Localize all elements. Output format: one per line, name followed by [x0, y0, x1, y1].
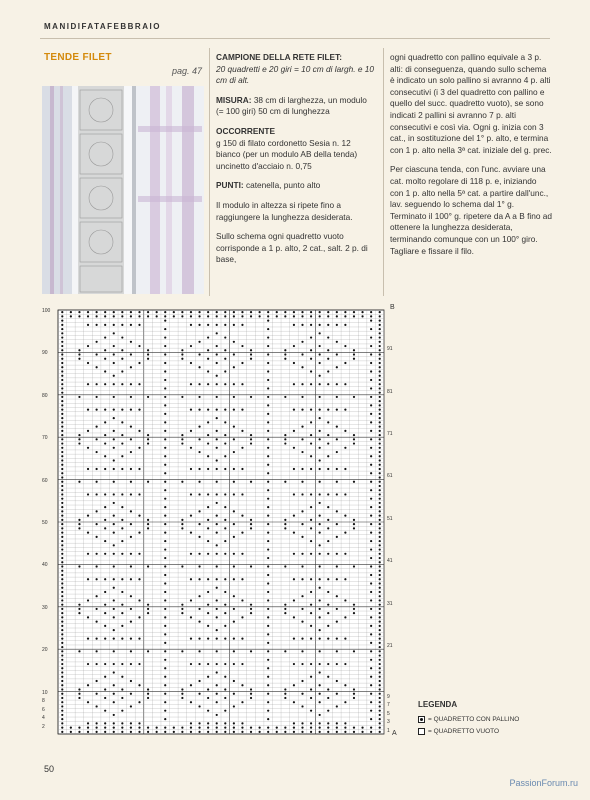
row-label-right: 7 — [387, 702, 390, 709]
row-label-left: 70 — [42, 435, 48, 442]
legend-filled-label: = QUADRETTO CON PALLINO — [428, 716, 520, 723]
row-label-right: 5 — [387, 710, 390, 717]
row-label-right: 61 — [387, 473, 393, 480]
page-number: 50 — [44, 764, 55, 774]
marker-b: B — [390, 304, 395, 311]
magazine-header — [44, 22, 161, 31]
occorrente-text: g 150 di filato cordonetto Sesia n. 12 bianco (per un modulo AB della tenda) uncinetto d'acciaio n. 0,75 — [216, 137, 358, 171]
row-label-left: 50 — [42, 520, 48, 526]
row-label-right: 3 — [387, 719, 390, 726]
row-label-right: 71 — [387, 430, 393, 437]
instructions-column-2 — [390, 52, 552, 265]
legend-item-empty — [418, 728, 499, 735]
header-divider — [40, 38, 550, 39]
campione-text: 20 quadretti e 20 giri = 10 cm di largh. e 10 cm di alt. — [216, 63, 374, 86]
row-label-right: 51 — [387, 515, 393, 522]
header-magazine-name: MANIDIFATA — [44, 22, 108, 31]
filet-chart — [40, 306, 400, 746]
row-label-left: 30 — [42, 604, 48, 611]
punti-text: catenella, punto alto — [245, 180, 321, 191]
empty-square-icon — [418, 728, 425, 735]
instructions-paragraph: ogni quadretto con pallino equivale a 3 p. alti: di conseguenza, quando sullo schema è indicato un solo pallino si avranno 4 p. alti consecutivi (i 3 del quadretto con pallino e quello del succ. quadretto vuoto), se sono indicati 2 pallini si avranno 7 p. alti consecutivi e così via. Ogni g. inizia con 3 cat., in sostituzione del 1° p. alto, e termina con 1 p. alto nella 3ª cat. iniziale del g. prec. — [390, 52, 552, 155]
grid-lines — [58, 310, 384, 734]
marker-a: A — [392, 730, 397, 737]
misura-text: 38 cm di larghezza, un modulo (= 100 giri) 50 cm di lunghezza — [216, 94, 367, 117]
row-label-left: 80 — [42, 392, 48, 399]
row-label-right: 9 — [387, 693, 390, 700]
row-label-left: 4 — [42, 715, 45, 722]
instructions-paragraph: Il modulo in altezza si ripete fino a raggiungere la lunghezza desiderata. — [216, 199, 353, 222]
legend-item-filled — [418, 716, 519, 723]
row-label-right: 21 — [387, 642, 393, 649]
curtain-illustration — [42, 86, 204, 294]
row-label-right: 41 — [387, 558, 393, 565]
row-label-left: 20 — [42, 647, 48, 654]
curtain-photo — [42, 86, 204, 294]
column-divider-1 — [209, 48, 210, 296]
campione-label: CAMPIONE DELLA RETE FILET: — [216, 52, 342, 62]
row-label-right: 91 — [387, 346, 393, 353]
header-issue: FEBBRAIO — [107, 22, 161, 31]
legend-title: LEGENDA — [418, 700, 458, 709]
row-label-left: 10 — [42, 689, 48, 696]
row-label-left: 8 — [42, 698, 45, 705]
article-title: TENDE FILET — [44, 52, 112, 63]
instructions-column-1 — [216, 52, 376, 274]
punti-label: PUNTI: — [216, 180, 244, 191]
row-label-left: 60 — [42, 477, 48, 484]
instructions-paragraph: Sullo schema ogni quadretto vuoto corrisponde a 1 p. alto, 2 cat., salt. 2 p. di base, — [216, 231, 368, 265]
occorrente-label: OCCORRENTE — [216, 125, 276, 136]
row-label-left: 2 — [42, 723, 45, 730]
row-label-left: 6 — [42, 706, 45, 713]
row-label-right: 31 — [387, 600, 393, 607]
row-label-left: 90 — [42, 350, 48, 357]
filled-square-icon — [418, 716, 425, 723]
row-label-right: 81 — [387, 388, 393, 395]
watermark: PassionForum.ru — [509, 778, 578, 788]
legend-empty-label: = QUADRETTO VUOTO — [428, 728, 500, 735]
row-label-left: 40 — [42, 562, 48, 569]
row-label-right: 1 — [387, 727, 390, 734]
instructions-paragraph: Per ciascuna tenda, con l'unc. avviare una cat. molto regolare di 118 p. e, iniziando con 1 p. alto nella 5ª cat. a partire dall'unc., lav. seguendo lo schema dal 1° g. Terminato il 100° g. ripetere da A a B fino ad ottenere la lunghezza desiderata, terminando comunque con un 100° giro. Tagliare e fissare il filo. — [390, 164, 552, 256]
page-reference: pag. 47 — [172, 66, 203, 76]
column-divider-2 — [383, 48, 384, 296]
misura-label: MISURA: — [216, 94, 252, 105]
row-label-left: 100 — [42, 308, 51, 314]
filet-grid — [40, 306, 400, 746]
